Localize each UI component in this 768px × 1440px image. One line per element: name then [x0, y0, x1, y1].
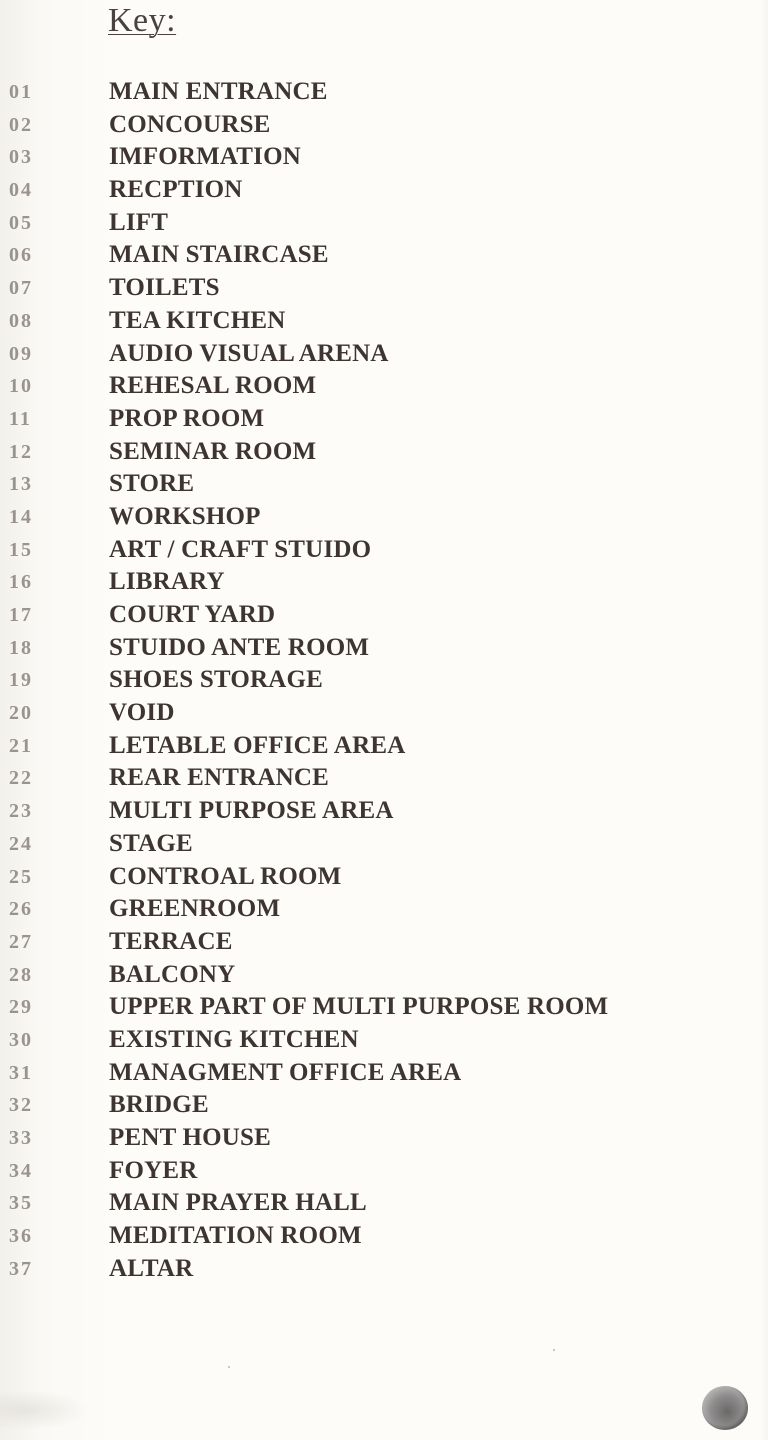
key-item-label: EXISTING KITCHEN	[109, 1025, 359, 1053]
key-item-number: 28	[9, 963, 33, 986]
key-item-label: SHOES STORAGE	[109, 666, 324, 694]
key-item-number: 24	[9, 832, 33, 855]
key-item-number: 05	[9, 211, 33, 234]
key-item-number: 18	[9, 636, 33, 659]
key-item-number: 25	[9, 865, 33, 888]
key-item-label: COURT YARD	[109, 601, 276, 628]
key-item-number: 04	[9, 179, 33, 202]
key-item-label: GREENROOM	[109, 895, 281, 923]
key-item-number: 36	[9, 1225, 33, 1248]
key-item-label: REAR ENTRANCE	[109, 764, 329, 792]
key-item-number: 29	[9, 996, 33, 1019]
key-item	[0, 403, 768, 436]
key-item	[0, 599, 768, 632]
key-item-label: RECPTION	[109, 176, 243, 204]
key-item	[0, 76, 768, 109]
key-item	[0, 109, 768, 142]
key-item	[0, 632, 768, 665]
key-item-label: CONTROAL ROOM	[109, 862, 342, 890]
key-item-number: 31	[9, 1061, 33, 1084]
key-item-label: STORE	[109, 470, 195, 498]
key-item-label: TOILETS	[109, 274, 220, 302]
key-item-label: AUDIO VISUAL ARENA	[109, 339, 389, 367]
key-item-number: 37	[9, 1257, 33, 1280]
key-item	[0, 664, 768, 697]
key-heading: Key:	[108, 2, 177, 39]
key-item-number: 07	[9, 277, 33, 300]
key-item-number: 26	[9, 898, 33, 921]
key-item	[0, 468, 768, 501]
key-item	[0, 174, 768, 207]
key-item-number: 01	[9, 81, 33, 103]
key-item	[0, 1187, 768, 1220]
key-item-number: 02	[9, 113, 33, 136]
key-item-label: MULTI PURPOSE AREA	[109, 797, 394, 825]
key-item-label: TEA KITCHEN	[109, 306, 286, 334]
key-item-label: LETABLE OFFICE AREA	[109, 731, 406, 759]
key-item	[0, 1155, 768, 1188]
key-item	[0, 1253, 768, 1286]
key-item	[0, 141, 768, 174]
key-item-number: 22	[9, 767, 33, 790]
key-item-number: 14	[9, 505, 33, 528]
faded-corner-mark	[0, 1390, 90, 1430]
key-item-label: MAIN STAIRCASE	[109, 241, 329, 269]
key-item-number: 19	[9, 669, 33, 692]
key-item	[0, 795, 768, 828]
key-item-label: FOYER	[109, 1156, 198, 1184]
key-item	[0, 828, 768, 861]
key-item-label: UPPER PART OF MULTI PURPOSE ROOM	[109, 993, 609, 1021]
key-item	[0, 436, 768, 469]
key-item-label: STAGE	[109, 829, 193, 857]
key-item-number: 34	[9, 1159, 33, 1182]
key-item-number: 32	[9, 1094, 33, 1117]
key-item-label: REHESAL ROOM	[109, 372, 317, 400]
key-item-number: 30	[9, 1028, 33, 1051]
key-item-number: 12	[9, 440, 33, 463]
key-item-number: 11	[9, 407, 32, 430]
key-item-label: BALCONY	[109, 960, 236, 988]
key-item-number: 33	[9, 1127, 33, 1149]
key-item-number: 21	[9, 734, 33, 757]
key-item	[0, 566, 768, 599]
key-list	[0, 76, 768, 1285]
key-item-label: PROP ROOM	[109, 404, 265, 432]
key-item-label: PENT HOUSE	[109, 1124, 271, 1151]
key-item	[0, 1220, 768, 1253]
key-item-label: ART / CRAFT STUIDO	[109, 535, 372, 563]
key-item	[0, 762, 768, 795]
key-item-label: VOID	[109, 699, 175, 727]
key-item-number: 13	[9, 473, 33, 496]
key-item-number: 27	[9, 930, 33, 953]
key-item-number: 15	[9, 538, 33, 561]
key-item	[0, 1024, 768, 1057]
key-item-number: 16	[9, 571, 33, 594]
key-item	[0, 926, 768, 959]
key-item-label: STUIDO ANTE ROOM	[109, 633, 370, 661]
key-item	[0, 501, 768, 534]
key-item-number: 35	[9, 1192, 33, 1215]
key-item	[0, 730, 768, 763]
key-item	[0, 305, 768, 338]
key-item	[0, 239, 768, 272]
key-item	[0, 1057, 768, 1090]
key-item-label: WORKSHOP	[109, 502, 261, 530]
key-item	[0, 861, 768, 894]
key-item-label: TERRACE	[109, 927, 233, 955]
key-item-label: CONCOURSE	[109, 110, 271, 138]
key-item	[0, 991, 768, 1024]
paper-speck	[553, 1349, 555, 1351]
key-item-label: SEMINAR ROOM	[109, 437, 317, 465]
key-item-label: MANAGMENT OFFICE AREA	[109, 1058, 462, 1086]
key-item-number: 20	[9, 702, 33, 725]
key-item-label: ALTAR	[109, 1254, 194, 1282]
key-item	[0, 370, 768, 403]
key-item-label: MAIN PRAYER HALL	[109, 1189, 367, 1217]
key-item	[0, 207, 768, 240]
key-item-label: IMFORMATION	[109, 143, 301, 171]
key-item-label: MAIN ENTRANCE	[109, 78, 328, 105]
key-item-number: 06	[9, 244, 33, 267]
key-item-label: LIFT	[109, 208, 169, 236]
key-item-number: 03	[9, 146, 33, 169]
key-item	[0, 272, 768, 305]
binder-hole	[702, 1386, 748, 1430]
key-item-number: 10	[9, 375, 33, 398]
key-item	[0, 1122, 768, 1155]
key-item	[0, 893, 768, 926]
key-item-label: MEDITATION ROOM	[109, 1222, 362, 1250]
key-item-number: 09	[9, 342, 33, 365]
key-item-number: 08	[9, 309, 33, 332]
key-item	[0, 534, 768, 567]
paper-speck	[228, 1366, 230, 1368]
key-item	[0, 959, 768, 992]
key-item	[0, 1089, 768, 1122]
key-item-number: 23	[9, 800, 33, 823]
key-item-label: BRIDGE	[109, 1091, 209, 1119]
key-item-number: 17	[9, 604, 33, 626]
key-item	[0, 697, 768, 730]
key-item	[0, 338, 768, 371]
key-item-label: LIBRARY	[109, 568, 225, 596]
